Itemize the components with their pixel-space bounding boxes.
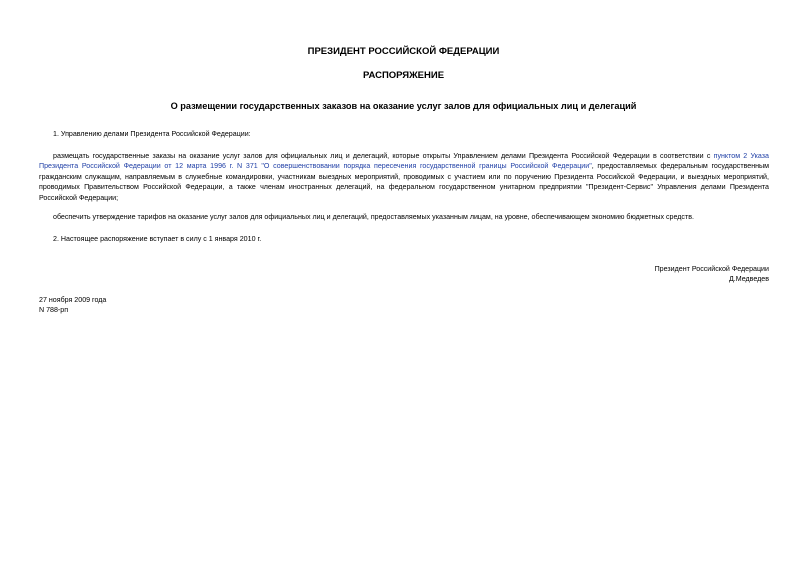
paragraph-4: 2. Настоящее распоряжение вступает в силу с 1 января 2010 г. <box>53 235 262 243</box>
issuer-heading: ПРЕЗИДЕНТ РОССИЙСКОЙ ФЕДЕРАЦИИ <box>307 46 500 57</box>
decree-reference-link[interactable]: пунктом 2 Указа Президента Российской Федерации от 12 марта 1996 г. N 371 "О совершенствовании порядка пересечения государственной границы Российской Федерации" <box>39 152 769 171</box>
document-footer <box>39 295 106 315</box>
document-title: О размещении государственных заказов на оказание услуг залов для официальных лиц и делегаций <box>170 101 637 111</box>
paragraph-3: обеспечить утверждение тарифов на оказание услуг залов для официальных лиц и делегаций, предоставляемых указанным лицам, на уровне, обеспечивающем экономию бюджетных средств. <box>53 213 694 221</box>
paragraph-2-text-start: размещать государственные заказы на оказание услуг залов для официальных лиц и делегаций, которые открыты Управлением делами Президента Российской Федерации в соответствии с <box>53 152 714 160</box>
paragraph-2-text-end: , предоставляемых федеральным государственным гражданским служащим, направляемым в служебные командировки, участникам выездных мероприятий, проводимых с участием или по поручению Президента Российской Федерации, и выездных мероприятий, проводимых Правительством Российской Федерации, а также членам иностранных делегаций, на федеральном государственном унитарном предприятии "Президент-Сервис" Управления делами Президента Российской Федерации; <box>39 162 770 202</box>
document-type-heading: РАСПОРЯЖЕНИЕ <box>362 70 445 81</box>
signature-name: Д.Медведев <box>728 275 769 284</box>
signature-block <box>655 264 769 284</box>
document-number: N 788-рп <box>39 306 69 315</box>
paragraph-1: 1. Управлению делами Президента Российской Федерации: <box>53 130 251 138</box>
document-date: 27 ноября 2009 года <box>39 296 107 304</box>
signature-position: Президент Российской Федерации <box>654 265 769 273</box>
paragraph-2 <box>39 151 769 203</box>
